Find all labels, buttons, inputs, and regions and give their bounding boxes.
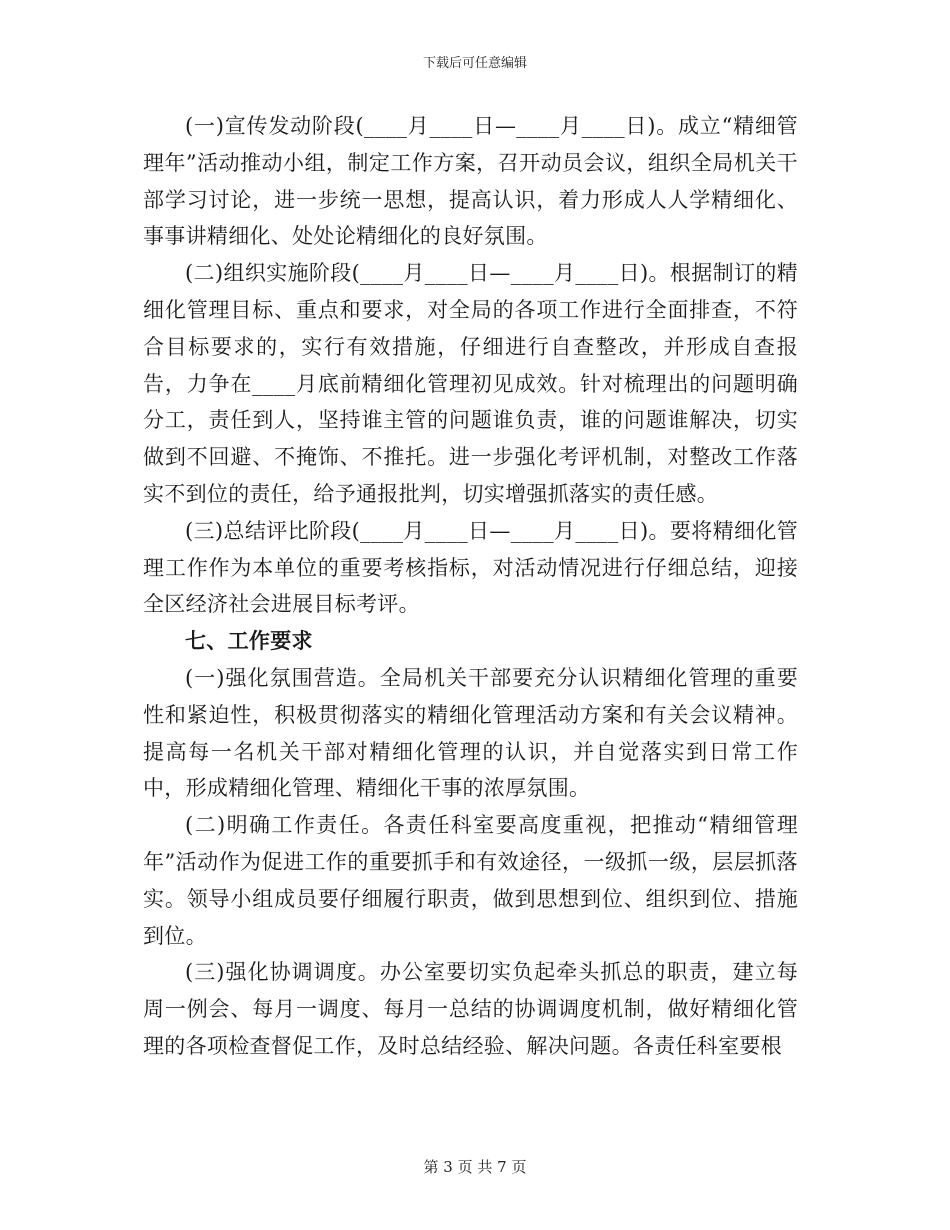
document-body <box>143 108 798 1065</box>
paragraph-requirement-two: (二)明确工作责任。各责任科室要高度重视，把推动“精细管理年”活动作为促进工作的重要抓手和有效途径，一级抓一级，层层抓落实。领导小组成员要仔细履行职责，做到思想到位、组织到位、措施到位。 <box>143 813 798 948</box>
paragraph-stage-two: (二)组织实施阶段(____月____日—____月____日)。根据制订的精细化管理目标、重点和要求，对全局的各项工作进行全面排查，不符合目标要求的，实行有效措施，仔细进行自查整改，并形成自查报告，力争在____月底前精细化管理初见成效。针对梳理出的问题明确分工，责任到人，坚持谁主管的问题谁负责，谁的问题谁解决，切实做到不回避、不掩饰、不推托。进一步强化考评机制，对整改工作落实不到位的责任，给予通报批判，切实增强抓落实的责任感。 <box>143 261 798 506</box>
paragraph-requirement-one: (一)强化氛围营造。全局机关干部要充分认识精细化管理的重要性和紧迫性，积极贯彻落实的精细化管理活动方案和有关会议精神。提高每一名机关干部对精细化管理的认识，并自觉落实到日常工作中，形成精细化管理、精细化干事的浓厚氛围。 <box>143 665 798 801</box>
paragraph-stage-three: (三)总结评比阶段(____月____日—____月____日)。要将精细化管理工作作为本单位的重要考核指标，对活动情况进行仔细总结，迎接全区经济社会进展目标考评。 <box>143 518 798 617</box>
page-header: 下载后可任意编辑 <box>422 56 527 71</box>
paragraph-requirement-three: (三)强化协调调度。办公室要切实负起牵头抓总的职责，建立每周一例会、每月一调度、每月一总结的协调调度机制，做好精细化管理的各项检查督促工作，及时总结经验、解决问题。各责任科室要根 <box>143 960 798 1058</box>
page-footer: 第 3 页 共 7 页 <box>423 1158 527 1176</box>
paragraph-stage-one: (一)宣传发动阶段(____月____日—____月____日)。成立“精细管理年”活动推动小组，制定工作方案，召开动员会议，组织全局机关干部学习讨论，进一步统一思想，提高认识，着力形成人人学精细化、事事讲精细化、处处论精细化的良好氛围。 <box>143 114 798 249</box>
section-heading: 七、工作要求 <box>185 628 313 654</box>
